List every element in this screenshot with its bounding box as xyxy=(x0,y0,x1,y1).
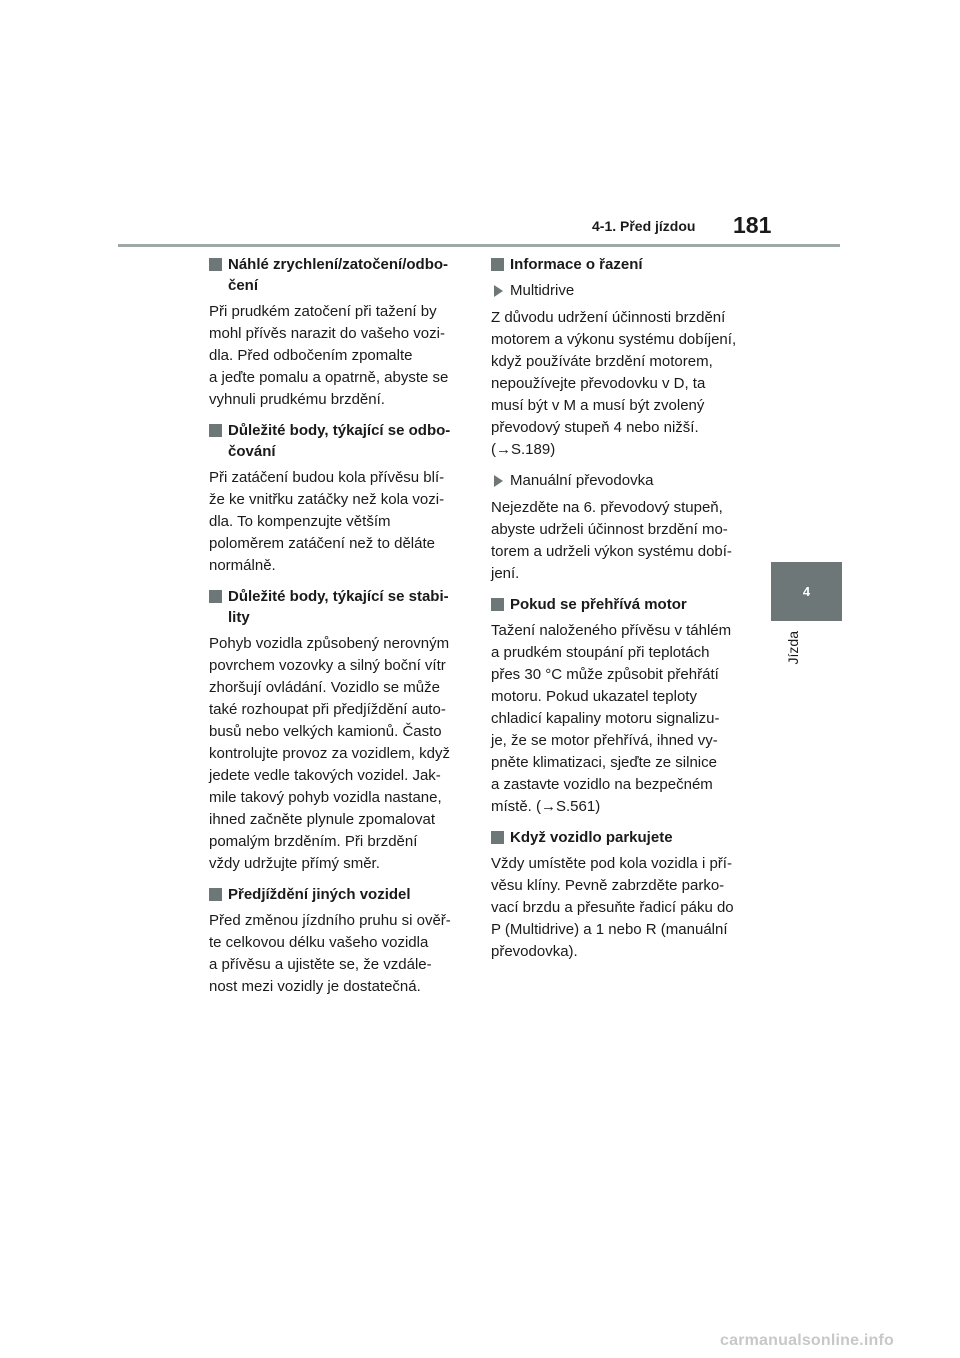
section-heading xyxy=(209,586,467,628)
section-text: Pohyb vozidla způsobený nerovným povrchem vozovky a silný boční vítr zhoršují ovládání. Vozidlo se může také rozhoupat při předjíždění auto- busů nebo velkých kamionů. Často kontrolujte provoz za vozidlem, když jedete vedle takových vozidel. Jak- mile takový pohyb vozidla nastane, ihned začněte plynule zpomalovat pomalým brzděním. Při brzdění vždy udržujte přímý směr. xyxy=(209,635,450,872)
watermark: carmanualsonline.info xyxy=(720,1332,895,1349)
section-overtaking xyxy=(209,884,467,998)
right-column xyxy=(491,254,749,972)
chapter-label: Jízda xyxy=(785,631,801,665)
multidrive-text: Z důvodu udržení účinnosti brzdění motorem a výkonu systému dobíjení, když používáte brzdění motorem, nepoužívejte převodovku v D, ta musí být v M a musí být zvolený převodový stupeň 4 nebo nižší. (→S.189) xyxy=(491,309,737,458)
square-bullet-icon xyxy=(491,598,504,611)
subheading-text: Multidrive xyxy=(510,282,575,299)
chapter-number: 4 xyxy=(802,584,811,599)
page-number: 181 xyxy=(733,212,772,238)
section-heading xyxy=(491,827,749,848)
header-section-title: 4-1. Před jízdou xyxy=(592,218,696,234)
heading-text: Náhlé zrychlení/zatočení/odbo- čení xyxy=(228,256,449,294)
section-heading xyxy=(491,254,749,275)
section-text: Před změnou jízdního pruhu si ověř- te celkovou délku vašeho vozidla a přívěsu a ujistěte se, že vzdále- nost mezi vozidly je dostatečná. xyxy=(209,912,451,995)
square-bullet-icon xyxy=(209,590,222,603)
header-rule xyxy=(118,244,840,247)
heading-text: Informace o řazení xyxy=(510,256,643,273)
subheading-text: Manuální převodovka xyxy=(510,472,654,489)
heading-text: Důležité body, týkající se odbo- čování xyxy=(228,422,451,460)
heading-text: Když vozidlo parkujete xyxy=(510,829,673,846)
section-text: Při prudkém zatočení při tažení by mohl přívěs narazit do vašeho vozi- dla. Před odbočením zpomalte a jeďte pomalu a opatrně, abyste se vyhnuli prudkému brzdění. xyxy=(209,303,449,408)
section-text: Při zatáčení budou kola přívěsu blí- že ke vnitřku zatáčky než kola vozi- dla. To kompenzujte větším poloměrem zatáčení než to děláte normálně. xyxy=(209,469,445,574)
manual-text: Nejezděte na 6. převodový stupeň, abyste udrželi účinnost brzdění mo- torem a udrželi výkon systému dobí- jení. xyxy=(491,499,732,582)
triangle-bullet-icon xyxy=(494,475,503,487)
subheading-manual xyxy=(491,470,749,491)
heading-text: Důležité body, týkající se stabi- lity xyxy=(228,588,449,626)
section-sudden-acceleration xyxy=(209,254,467,411)
section-turning xyxy=(209,420,467,577)
section-text: Vždy umístěte pod kola vozidla i pří- věsu klíny. Pevně zabrzděte parko- vací brzdu a přesuňte řadicí páku do P (Multidrive) a 1 nebo R (manuální převodovka). xyxy=(491,855,734,960)
section-heading xyxy=(209,884,467,905)
square-bullet-icon xyxy=(209,888,222,901)
section-text: Tažení naloženého přívěsu v táhlém a prudkém stoupání při teplotách přes 30 °C může způsobit přehřátí motoru. Pokud ukazatel teploty chladicí kapaliny motoru signalizu- je, že se motor přehřívá, ihned vy- pněte klimatizaci, sjeďte ze silnice a zastavte vozidlo na bezpečném místě. (→S.561) xyxy=(491,622,732,815)
heading-text: Pokud se přehřívá motor xyxy=(510,596,687,613)
square-bullet-icon xyxy=(491,831,504,844)
subheading-multidrive xyxy=(491,280,749,301)
chapter-tab xyxy=(771,562,842,621)
heading-text: Předjíždění jiných vozidel xyxy=(228,886,411,903)
square-bullet-icon xyxy=(491,258,504,271)
section-heading xyxy=(209,254,467,296)
left-column xyxy=(209,254,467,1007)
square-bullet-icon xyxy=(209,258,222,271)
section-heading xyxy=(491,594,749,615)
square-bullet-icon xyxy=(209,424,222,437)
section-overheat xyxy=(491,594,749,818)
section-heading xyxy=(209,420,467,462)
triangle-bullet-icon xyxy=(494,285,503,297)
section-stability xyxy=(209,586,467,875)
section-shift-info xyxy=(491,254,749,585)
section-parking xyxy=(491,827,749,963)
